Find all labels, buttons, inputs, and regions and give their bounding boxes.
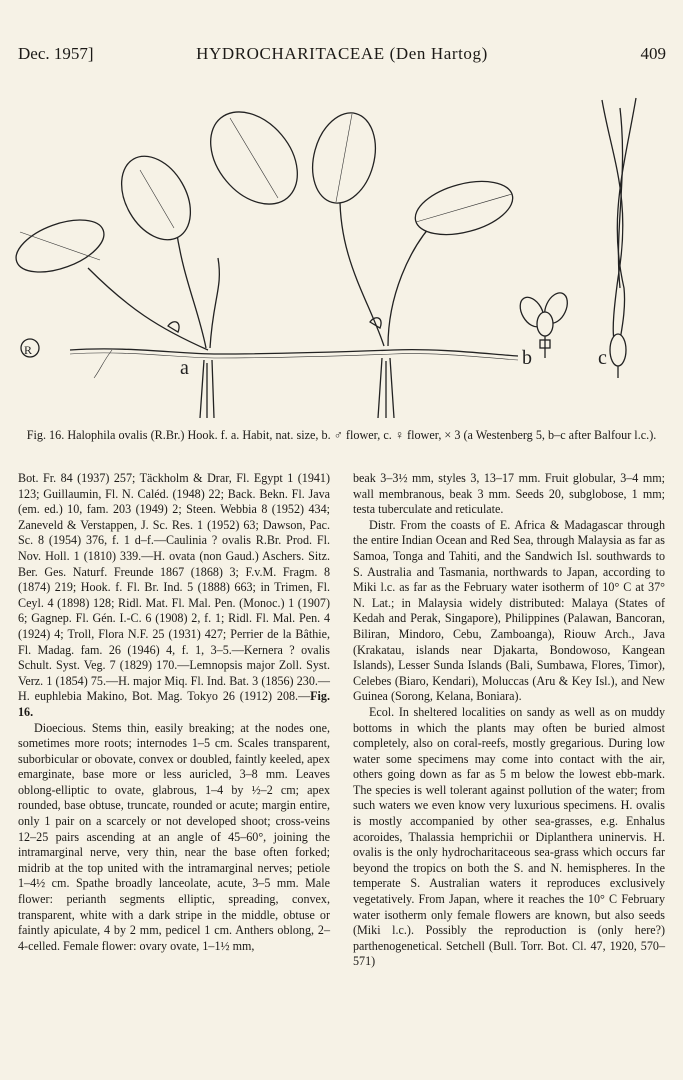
ecology-paragraph: Ecol. In sheltered localities on sandy as well as on muddy bottoms in which the plants may often be buried almost completely, also on coral-reefs, mostly gregarious. During low water some specimens may come into contact with the air, others going down as far as 5 m below the lowest ebb-mark. The species is well tolerant against pollution of the water; from such waters we even know very luxurious specimens. H. ovalis is mostly accompanied by other sea-grasses, e.g. Enhalus acoroides, Thalassia hemprichii or Diplanthera uninervis. H. ovalis is the only hydrocharitaceous sea-grass which occurs far beyond the tropics on both the S. and N. hemispheres. In the temperate S. Australian waters it reproduces exclusively vegetatively. From Japan, where it reaches the 10° C February water isotherm only female flowers are known, but also seeds (Miki l.c.). Possibly the reproduction is (only here?) parthenogenetical. Setchell (Bull. Torr. Bot. Cl. 47, 1920, 570–571) (353, 704, 665, 969)
header-title: HYDROCHARITACEAE (Den Hartog) (196, 44, 488, 63)
petiole-5 (388, 218, 438, 346)
rhizome-line-inner (70, 353, 518, 360)
left-column (18, 471, 330, 954)
petiole-3 (88, 268, 208, 350)
running-header (18, 44, 666, 66)
figure-16-illustration (8, 78, 670, 423)
figure-label-c: c (598, 347, 607, 369)
root-b (378, 358, 394, 418)
figure-caption: Fig. 16. Halophila ovalis (R.Br.) Hook. f. a. Habit, nat. size, b. ♂ flower, c. ♀ flower, × 3 (a Westenberg 5, b–c after Balfour l.c.). (26, 428, 657, 442)
root-a (200, 360, 214, 418)
distribution-paragraph: Distr. From the coasts of E. Africa & Madagascar through the entire Indian Ocean and Red Sea, through Malaysia as far as Samoa, Tonga and Tahiti, and the Sandwich Isl. southwards to S. Australia and Tasmania, northwards to Japan, according to Miki l.c. as far as the February water isotherm of 10° C at 37° N. Lat.; in Malaysia widely distributed: Malaya (States of Kedah and Perak, Singapore), Philippines (Palawan, Bancoran, Biliran, Mindoro, Cebu, Zamboanga), Riouw Arch., Java (Krakatau, islands near Djakarta, Bondowoso, Kangean Islands), Lesser Sunda Islands (Bali, Sumbawa, Flores, Timor), Celebes (Biaro, Kendari), Moluccas (Aru & Key Isl.), and New Guinea (Sorong, Kelana, Boniara). (353, 517, 665, 704)
figure-label-b: b (522, 347, 532, 369)
header-date: Dec. 1957] (18, 44, 94, 63)
scale-1 (168, 322, 179, 332)
root-small-1 (94, 350, 112, 378)
petiole-4 (340, 190, 384, 346)
halophila-ovalis-drawing (8, 78, 670, 423)
petiole-1 (176, 228, 206, 348)
leaf-1 (108, 144, 205, 252)
right-column (353, 471, 665, 970)
petiole-2 (210, 258, 219, 348)
synonymy-paragraph (18, 471, 330, 721)
description-paragraph: Dioecious. Stems thin, easily breaking; at the nodes one, sometimes more roots; internodes 1–5 cm. Scales transparent, suborbicular or obovate, convex or doubled, faintly keeled, apex emarginate, base more or less auricled, 3–8 mm. Leaves oblong-elliptic to ovate, glabrous, 1–4 by ½–2 cm; apex rounded, base obtuse, truncate, rounded or acute; margin entire, only 1 pair on a scarcely or not developed shoot; cross-veins 12–25 pairs ascending at an angle of 45–60°, joining the intramarginal nerve, very thin, near the base often forked; midrib at the top united with the intramarginal nerves; petiole 1–4½ cm. Spathe broadly lanceolate, acute, 3–5 mm. Male flower: perianth segments elliptic, spreading, convex, transparent, white with a dark stripe in the middle, obtuse or faintly apiculate, 4 by 2 mm, pedicel 1 cm. Anthers oblong, 2–4-celled. Female flower: ovary ovate, 1–1½ mm, (18, 720, 330, 953)
page-number: 409 (640, 44, 666, 63)
synonymy-text: Bot. Fr. 84 (1937) 257; Täckholm & Drar, Fl. Egypt 1 (1941) 123; Guillaumin, Fl. N. Caléd. (1948) 22; Back. Bekn. Fl. Java (em. ed.) 10, fam. 203 (1949) 2; Steen. Webbia 8 (1952) 434; Zaneveld & Verstappen, J. Sc. Res. 1 (1952) 63; Dawson, Pac. Sc. 8 (1954) 376, f. 1 d–f.—Caulinia ? ovalis R.Br. Prod. Fl. Nov. Holl. 1 (1810) 339.—H. ovata (non Gaud.) Aschers. Sitz. Ber. Ges. Naturf. Freunde 1867 (1868) 3; F.v.M. Fragm. 8 (1874) 219; Hook. f. Fl. Br. Ind. 5 (1888) 663; in Trimen, Fl. Ceyl. 4 (1898) 128; Ridl. Mat. Fl. Mal. Pen. (Monoc.) 1 (1907) 6; Gagnep. Fl. Gén. I.-C. 6 (1908) 2, f. 1; Ridl. Fl. Mal. Pen. 4 (1924) 4; Troll, Flora N.F. 25 (1931) 427; Perrier de la Bâthie, Fl. Madag. fam. 26 (1946) 4, f. 1, 3–5.—Kernera ? ovalis Schult. Syst. Veg. 7 (1829) 170.—Lemnopsis major Zoll. Syst. Verz. 1 (1854) 75.—H. major Miq. Fl. Ind. Bat. 3 (1856) 230.— H. euphlebia Makino, Bot. Mag. Tokyo 26 (1912) 208.— (18, 471, 330, 704)
figure-reference-link[interactable]: Fig. 16. (18, 689, 330, 719)
figure-label-a: a (180, 357, 189, 379)
fruit-description-paragraph: beak 3–3½ mm, styles 3, 13–17 mm. Fruit globular, 3–4 mm; wall membranous, beak 3 mm. Seeds 20, subglobose, 1 mm; testa tuberculate and reticulate. (353, 471, 665, 517)
monogram-letter: R (24, 343, 33, 357)
female-flower-c (602, 98, 636, 378)
